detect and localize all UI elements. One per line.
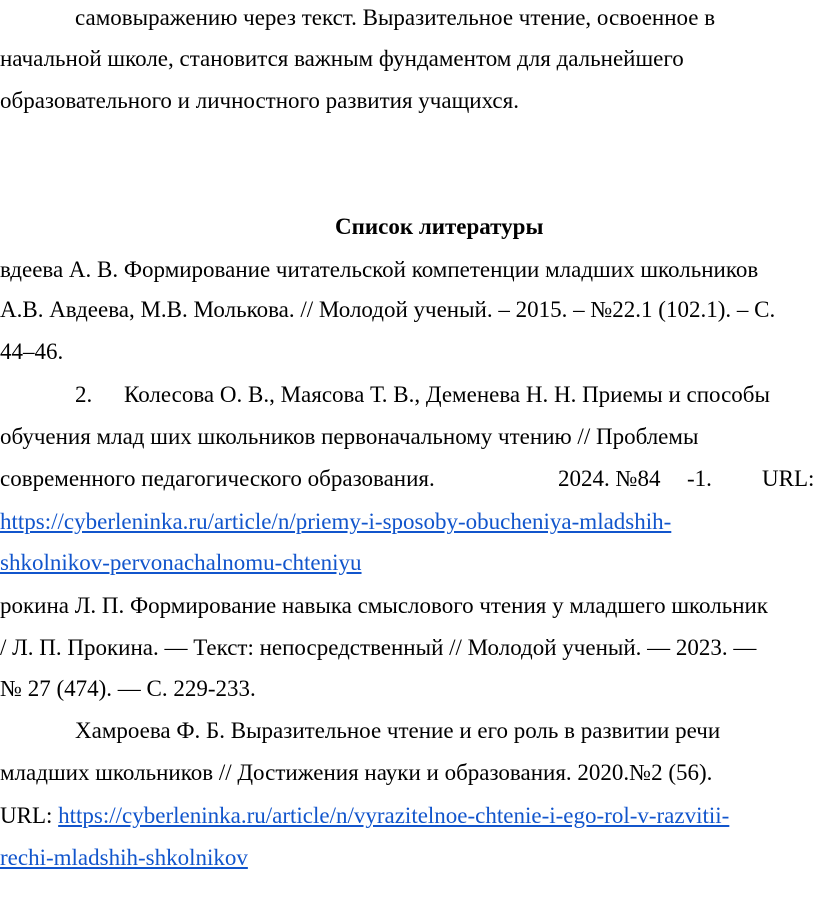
ref2-line-3-issue: -1.: [687, 466, 712, 491]
ref4-url-link-part-1[interactable]: https://cyberleninka.ru/article/n/vyrazitelnoe-chtenie-i-ego-rol-v-razvitii-: [58, 803, 730, 828]
ref2-line-2: обучения млад ших школьников первоначальному чтению // Проблемы: [0, 424, 699, 449]
ref2-url-link-part-1[interactable]: https://cyberleninka.ru/article/n/priemy-i-sposoby-obucheniya-mladshih-: [0, 509, 672, 534]
ref2-line-3-year: 2024. №84: [558, 466, 661, 491]
ref1-line-2: А.В. Авдеева, М.В. Молькова. // Молодой ученый. – 2015. – №22.1 (102.1). – С.: [0, 297, 776, 322]
intro-line-3: образовательного и личностного развития учащихся.: [0, 88, 519, 113]
ref4-url-label: URL:: [0, 803, 53, 828]
ref1-line-1: вдеева А. В. Формирование читательской компетенции младших школьников: [0, 257, 759, 282]
ref2-line-3-text: современного педагогического образования.: [0, 466, 435, 491]
ref4-url-link-part-2[interactable]: rechi-mladshih-shkolnikov: [0, 845, 248, 870]
intro-line-2: начальной школе, становится важным фундаментом для дальнейшего: [0, 46, 684, 71]
ref2-line-1: Колесова О. В., Маясова Т. В., Деменева Н. Н. Приемы и способы: [124, 382, 770, 407]
ref3-line-1: рокина Л. П. Формирование навыка смыслового чтения у младшего школьник: [0, 593, 768, 618]
ref2-url-label: URL:: [762, 466, 815, 491]
ref4-line-1: Хамроева Ф. Б. Выразительное чтение и его роль в развитии речи: [75, 718, 721, 743]
ref4-url-line-1: [0, 804, 729, 827]
ref2-number: 2.: [75, 382, 93, 407]
ref2-url-link-part-2[interactable]: shkolnikov-pervonachalnomu-chteniyu: [0, 550, 362, 575]
ref4-url-line-2[interactable]: [0, 846, 248, 869]
ref3-line-2: / Л. П. Прокина. — Текст: непосредственный // Молодой ученый. — 2023. —: [0, 635, 757, 660]
ref2-url-line-2[interactable]: [0, 551, 362, 574]
ref1-line-3: 44–46.: [0, 339, 64, 364]
ref2-url-line-1[interactable]: [0, 510, 671, 533]
ref3-line-3: № 27 (474). — С. 229-233.: [0, 676, 256, 701]
intro-line-1: самовыражению через текст. Выразительное чтение, освоенное в: [75, 5, 716, 30]
references-heading: Список литературы: [335, 214, 544, 239]
ref4-line-2: младших школьников // Достижения науки и образования. 2020.№2 (56).: [0, 760, 713, 785]
